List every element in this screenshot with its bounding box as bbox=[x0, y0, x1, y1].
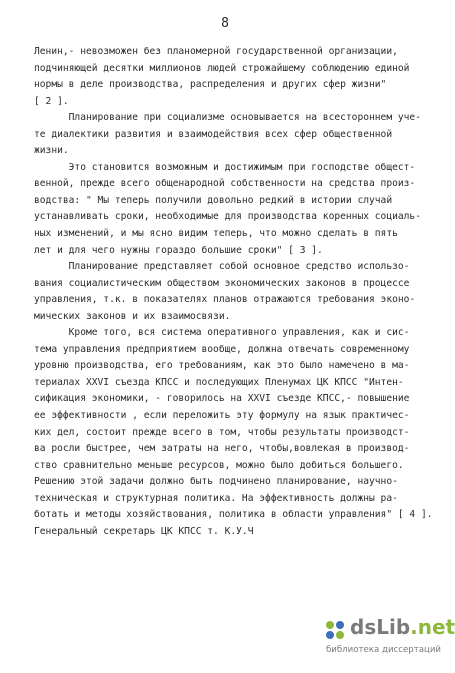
text-line: Планирование представляет собой основное средство использо- bbox=[34, 261, 410, 273]
text-line: лет и для чего нужны гораздо большие сроки" [ 3 ]. bbox=[34, 244, 323, 256]
text-line: мических законов и их взаимосвязи. bbox=[34, 310, 231, 322]
watermark-caption: библиотека диссертаций bbox=[326, 645, 442, 655]
text-line: Решению этой задачи должно быть подчинено планирование, научно- bbox=[34, 476, 398, 488]
text-line: сификация экономики, - говорилось на XXVI съезде КПСС,- повышение bbox=[34, 393, 410, 405]
text-line: устанавливать сроки, необходимые для производства коренных социаль- bbox=[34, 211, 421, 223]
text-line: ство сравнительно меньше ресурсов, можно было добиться большего. bbox=[34, 459, 404, 471]
watermark-name-suffix: .net bbox=[410, 615, 455, 639]
text-line: ботать и методы хозяйствования, политика в области управления" [ 4 ]. bbox=[34, 509, 433, 521]
text-line: Ленин,- невозможен без планомерной государственной организации, bbox=[34, 46, 398, 57]
text-line: техническая и структурная политика. На эффективность должны ра- bbox=[34, 492, 398, 504]
document-text-body bbox=[34, 44, 433, 540]
text-line: Генеральный секретарь ЦК КПСС т. К.У.Ч bbox=[34, 525, 254, 537]
page-number: 8 bbox=[221, 16, 229, 31]
watermark-name-main: dsLib bbox=[350, 615, 411, 639]
text-line: Это становится возможным и достижимым при господстве общест- bbox=[34, 161, 416, 173]
text-line: ее эффективности , если переложить эту формулу на язык практичес- bbox=[34, 410, 410, 422]
text-line: нормы в деле производства, распределения и других сфер жизни" bbox=[34, 79, 387, 91]
text-line: тема управления предприятием вообще, должна отвечать современному bbox=[34, 343, 410, 355]
dslib-watermark bbox=[324, 615, 455, 669]
dslib-logo-icon bbox=[324, 619, 346, 641]
text-line: водства: " Мы теперь получили довольно редкий в истории случай bbox=[34, 194, 393, 206]
text-line: ных изменений, и мы ясно видим теперь, что можно сделать в пять bbox=[34, 228, 398, 240]
text-line: териалах XXVI съезда КПСС и последующих Пленумах ЦК КПСС "Интен- bbox=[34, 376, 404, 388]
watermark-logo-text bbox=[350, 615, 455, 639]
text-line: управления, т.к. в показателях планов отражаются требования эконо- bbox=[34, 294, 416, 306]
text-line: подчиняющей десятки миллионов людей строжайшему соблюдению единой bbox=[34, 62, 410, 74]
text-line: венной, прежде всего общенародной собственности на средства произ- bbox=[34, 178, 416, 190]
text-line: ких дел, состоит прежде всего в том, чтобы результаты производст- bbox=[34, 426, 410, 438]
text-line: Планирование при социализме основывается на всестороннем уче- bbox=[34, 112, 421, 124]
text-line: Кроме того, вся система оперативного управления, как и сис- bbox=[34, 327, 410, 339]
text-line: уровню производства, его требованиям, как это было намечено в ма- bbox=[34, 360, 410, 372]
text-line: ва росли быстрее, чем затраты на него, чтобы,вовлекая в производ- bbox=[34, 443, 410, 455]
text-line: [ 2 ]. bbox=[34, 95, 69, 107]
text-line: жизни. bbox=[34, 145, 69, 157]
text-line: вания социалистическим обществом экономических законов в процессе bbox=[34, 277, 410, 289]
text-line: те диалектики развития и взаимодействия всех сфер общественной bbox=[34, 128, 393, 140]
